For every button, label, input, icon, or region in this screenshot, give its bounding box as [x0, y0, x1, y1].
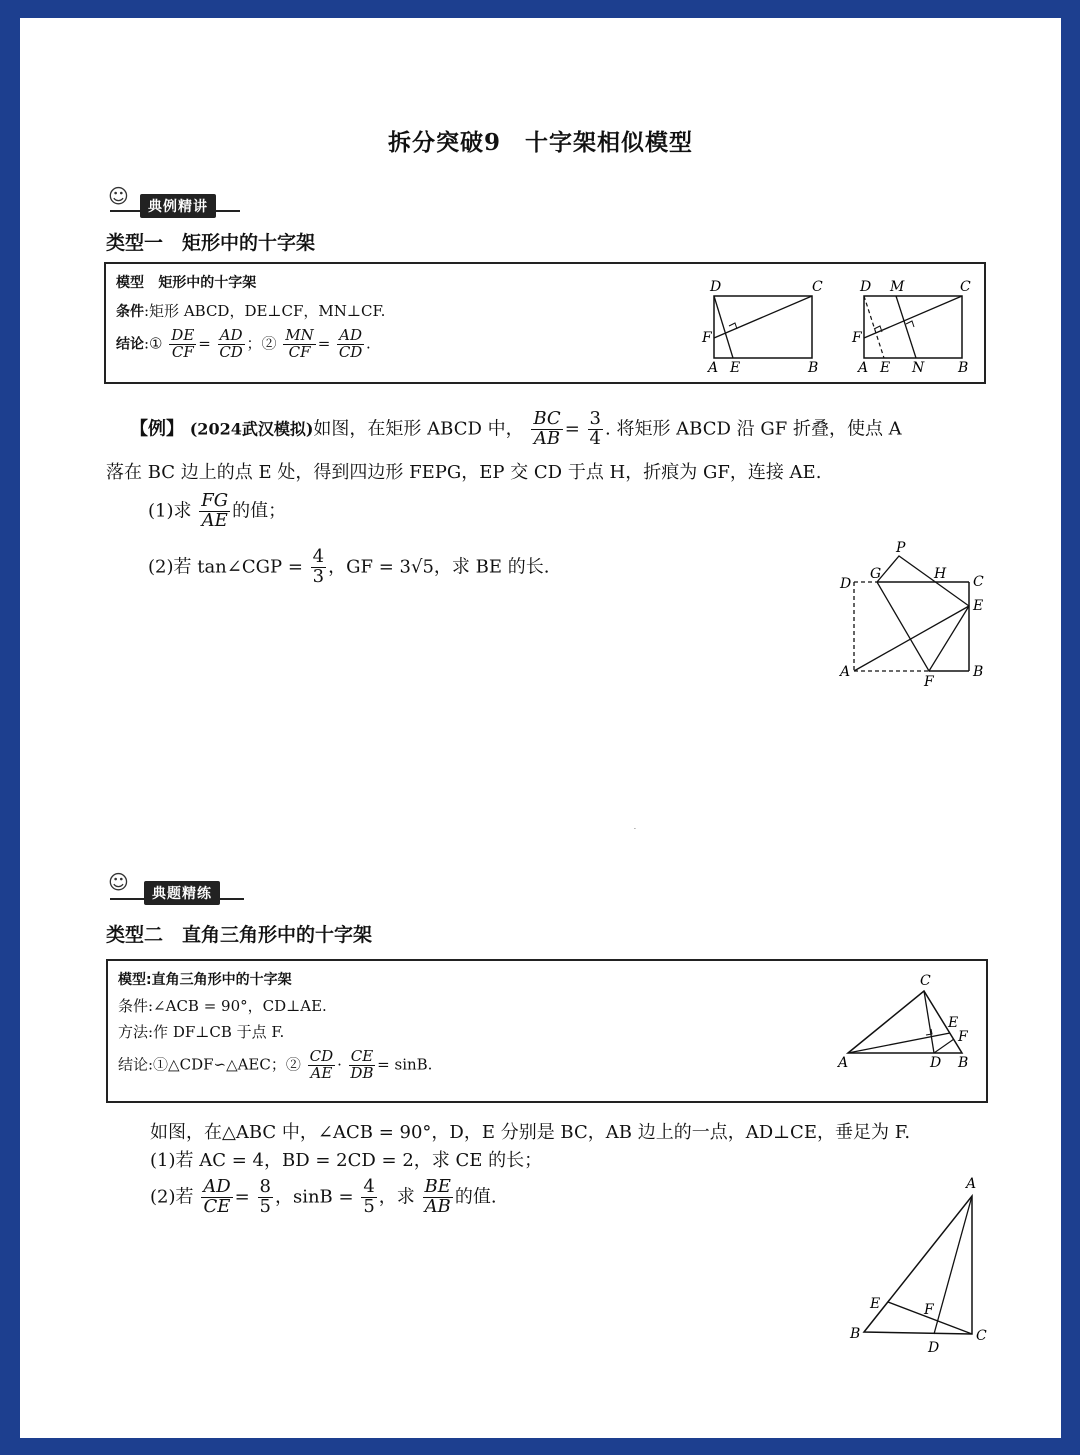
point-label: F: [702, 330, 712, 346]
point-label: C: [812, 279, 823, 295]
condition-line: 条件:矩形 ABCD，DE⊥CF，MN⊥CF.: [116, 302, 386, 320]
point-label: A: [708, 360, 719, 376]
figure-stroke: [864, 296, 884, 358]
point-label: D: [840, 576, 852, 592]
section-label: 典题精练: [144, 881, 220, 905]
condition-line: 条件:∠ACB = 90°，CD⊥AE.: [118, 997, 327, 1015]
fraction: $\frac{AD}{CE}$: [203, 1176, 231, 1217]
point-label: A: [840, 664, 851, 680]
point-label: C: [960, 279, 971, 295]
fraction: $\frac{8}{5}$: [259, 1176, 271, 1217]
point-label: E: [870, 1296, 881, 1312]
point-label: F: [852, 330, 862, 346]
figure-stroke: [714, 296, 812, 338]
question-1: (1)求 $\frac{FG}{AE}$ 的值；: [148, 490, 287, 531]
figure-stroke: [934, 1039, 954, 1053]
point-label: C: [976, 1328, 987, 1344]
fraction: $\frac{MN}{CF}$: [285, 326, 314, 361]
conclusion-line: 结论:①△CDF∽△AEC；② $\frac{CD}{AE}$ · $\frac{CE}{DB}$ = sinB.: [118, 1047, 433, 1082]
fraction: $\frac{CE}{DB}$: [350, 1047, 374, 1082]
fraction: $\frac{AD}{CD}$: [219, 326, 243, 361]
speck: ·: [634, 826, 636, 833]
point-label: B: [958, 360, 969, 376]
figure-stroke: [848, 991, 962, 1053]
point-label: B: [973, 664, 984, 680]
figure-stroke: [934, 1196, 972, 1334]
section-label: 典例精讲: [140, 194, 216, 218]
exercise-line-1: 如图，在△ABC 中，∠ACB = 90°，D，E 分别是 BC，AB 边上的一点，AD⊥CE，垂足为 F.: [150, 1122, 911, 1143]
point-label: A: [858, 360, 869, 376]
point-label: B: [850, 1326, 861, 1342]
point-label: M: [890, 279, 905, 295]
example-line-1: 【例】 (2024武汉模拟)如图，在矩形 ABCD 中， $\frac{BC}{AB}$ = $\frac{3}{4}$ . 将矩形 ABCD 沿 GF 折叠，使点 A: [130, 408, 902, 449]
question-2: (2)若 tan∠CGP = $\frac{4}{3}$ ，GF = 3√5，求 BE 的长.: [148, 546, 550, 587]
figure-stroke: [854, 606, 969, 671]
point-label: H: [934, 566, 947, 582]
point-label: C: [920, 973, 931, 989]
figure-stroke: [896, 296, 916, 358]
point-label: B: [958, 1055, 969, 1071]
type-heading: 类型二 直角三角形中的十字架: [106, 924, 373, 946]
point-label: D: [930, 1055, 942, 1071]
right-triangle-model-figure: [834, 973, 974, 1073]
point-label: P: [896, 540, 906, 556]
fraction: $\frac{BC}{AB}$: [533, 408, 561, 449]
folding-figure: [832, 540, 1002, 690]
figure-stroke: [926, 1029, 932, 1035]
exercise-triangle-figure: [838, 1174, 998, 1374]
example-line-2: 落在 BC 边上的点 E 处，得到四边形 FEPG，EP 交 CD 于点 H，折痕为 GF，连接 AE.: [106, 462, 822, 483]
figure-stroke: [864, 296, 962, 338]
model-line: 模型:直角三角形中的十字架: [118, 972, 292, 988]
model-box: [106, 959, 988, 1103]
mascot-icon: ☺: [108, 184, 129, 208]
fraction: $\frac{4}{3}$: [312, 546, 325, 587]
point-label: A: [838, 1055, 849, 1071]
method-line: 方法:作 DF⊥CB 于点 F.: [118, 1023, 285, 1041]
model-box: [104, 262, 986, 384]
point-label: F: [924, 674, 934, 690]
figure-stroke: [714, 296, 812, 358]
fraction: $\frac{3}{4}$: [589, 408, 601, 449]
point-label: E: [880, 360, 891, 376]
fraction: $\frac{BE}{AB}$: [424, 1176, 451, 1217]
point-label: F: [958, 1029, 968, 1045]
figure-stroke: [848, 1033, 950, 1053]
point-label: C: [973, 574, 984, 590]
point-label: D: [710, 279, 722, 295]
figure-stroke: [906, 321, 914, 327]
exercise-question-2: (2)若 $\frac{AD}{CE}$ = $\frac{8}{5}$ ，sinB = $\frac{4}{5}$ ，求 $\frac{BE}{AB}$ 的值.: [150, 1176, 497, 1217]
rectangle-figure-1: [698, 276, 828, 376]
exercise-question-1: (1)若 AC = 4，BD = 2CD = 2，求 CE 的长；: [150, 1150, 543, 1171]
page-title: 拆分突破9 十字架相似模型: [387, 129, 693, 156]
point-label: D: [860, 279, 872, 295]
point-label: E: [730, 360, 741, 376]
point-label: E: [973, 598, 984, 614]
fraction: $\frac{CD}{AE}$: [309, 1047, 334, 1082]
fraction: $\frac{AD}{CD}$: [338, 326, 363, 361]
mascot-icon: ☺: [108, 870, 129, 894]
figure-stroke: [714, 296, 733, 358]
page: [20, 18, 1061, 1438]
conclusion-line: 结论:① $\frac{DE}{CF}$ = $\frac{AD}{CD}$ ；② $\frac{MN}{CF}$ = $\frac{AD}{CD}$ .: [116, 326, 371, 361]
point-label: G: [870, 566, 882, 582]
rectangle-figure-2: [844, 276, 974, 376]
point-label: F: [924, 1302, 934, 1318]
point-label: D: [928, 1340, 940, 1356]
point-label: E: [948, 1015, 959, 1031]
fraction: $\frac{FG}{AE}$: [201, 490, 229, 531]
model-line: 模型 矩形中的十字架: [116, 275, 257, 291]
fraction: $\frac{4}{5}$: [363, 1176, 375, 1217]
type-heading: 类型一 矩形中的十字架: [106, 232, 316, 254]
fraction: $\frac{DE}{CF}$: [171, 326, 195, 361]
point-label: N: [912, 360, 925, 376]
point-label: A: [966, 1176, 977, 1192]
point-label: B: [808, 360, 819, 376]
